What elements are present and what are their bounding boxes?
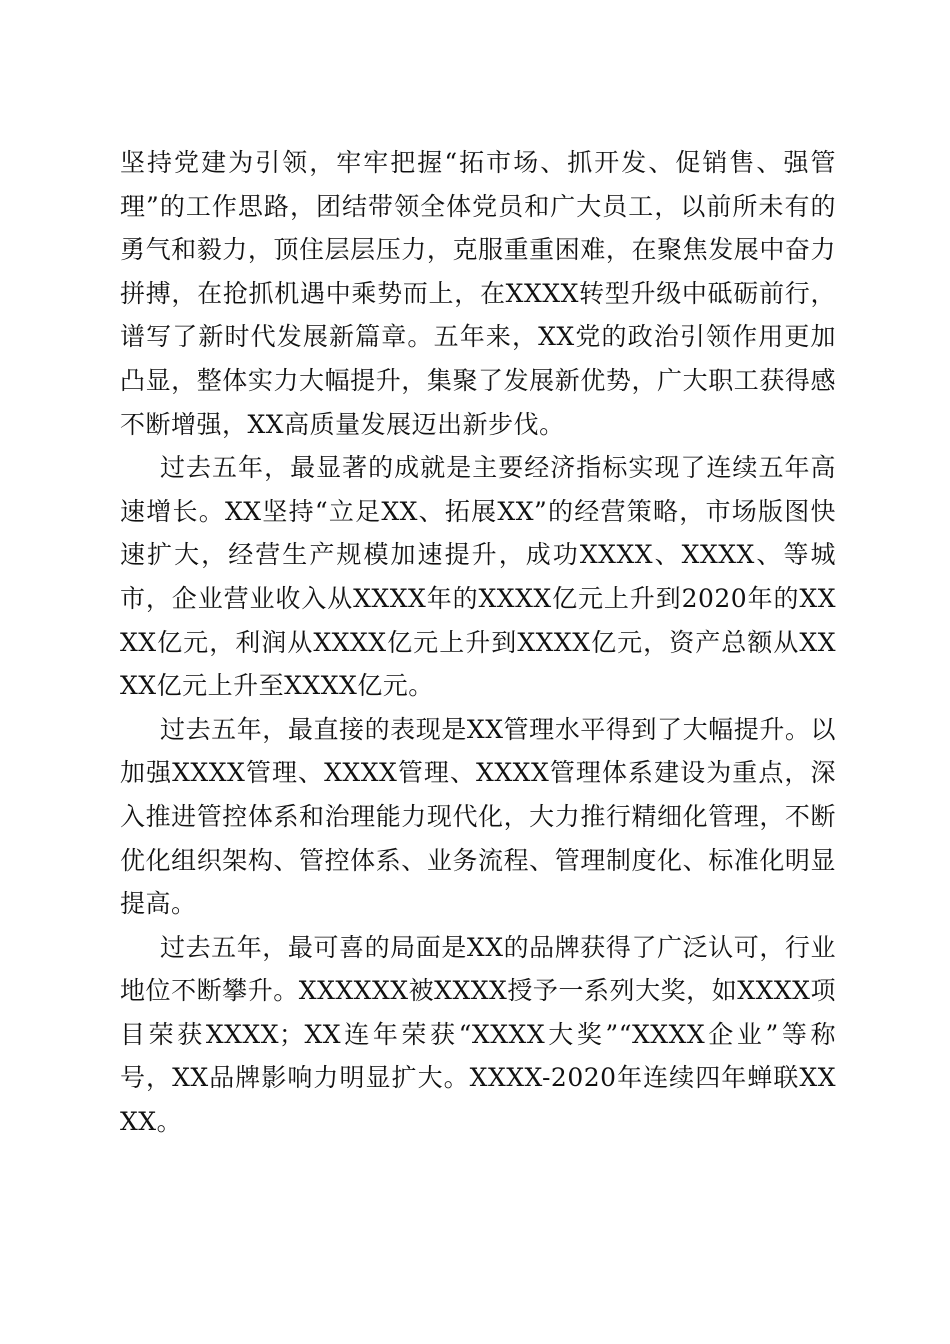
paragraph-1: 坚持党建为引领，牢牢把握“拓市场、抓开发、促销售、强管理”的工作思路，团结带领全体党员和广大员工，以前所未有的勇气和毅力，顶住层层压力，克服重重困难，在聚焦发展中奋力拼搏，在抢抓机遇中乘势而上，在XXXX转型升级中砥砺前行，谱写了新时代发展新篇章。五年来，XX党的政治引领作用更加凸显，整体实力大幅提升，集聚了发展新优势，广大职工获得感不断增强，XX高质量发展迈出新步伐。 (120, 148, 836, 439)
paragraph-3: 过去五年，最直接的表现是XX管理水平得到了大幅提升。以加强XXXX管理、XXXX管理、XXXX管理体系建设为重点，深入推进管控体系和治理能力现代化，大力推行精细化管理，不断优化组织架构、管控体系、业务流程、管理制度化、标准化明显提高。 (120, 714, 836, 919)
document-body (120, 141, 836, 1144)
paragraph-4: 过去五年，最可喜的局面是XX的品牌获得了广泛认可，行业地位不断攀升。XXXXXX被XXXX授予一系列大奖，如XXXX项目荣获XXXX；XX连年荣获“XXXX大奖”“XXXX企业”等称号，XX品牌影响力明显扩大。XXXX-2020年连续四年蝉联XXXX。 (120, 932, 836, 1137)
paragraph-2: 过去五年，最显著的成就是主要经济指标实现了连续五年高速增长。XX坚持“立足XX、拓展XX”的经营策略，市场版图快速扩大，经营生产规模加速提升，成功XXXX、XXXX、等城市，企业营业收入从XXXX年的XXXX亿元上升到2020年的XXXX亿元，利润从XXXX亿元上升到XXXX亿元，资产总额从XXXX亿元上升至XXXX亿元。 (120, 453, 836, 701)
